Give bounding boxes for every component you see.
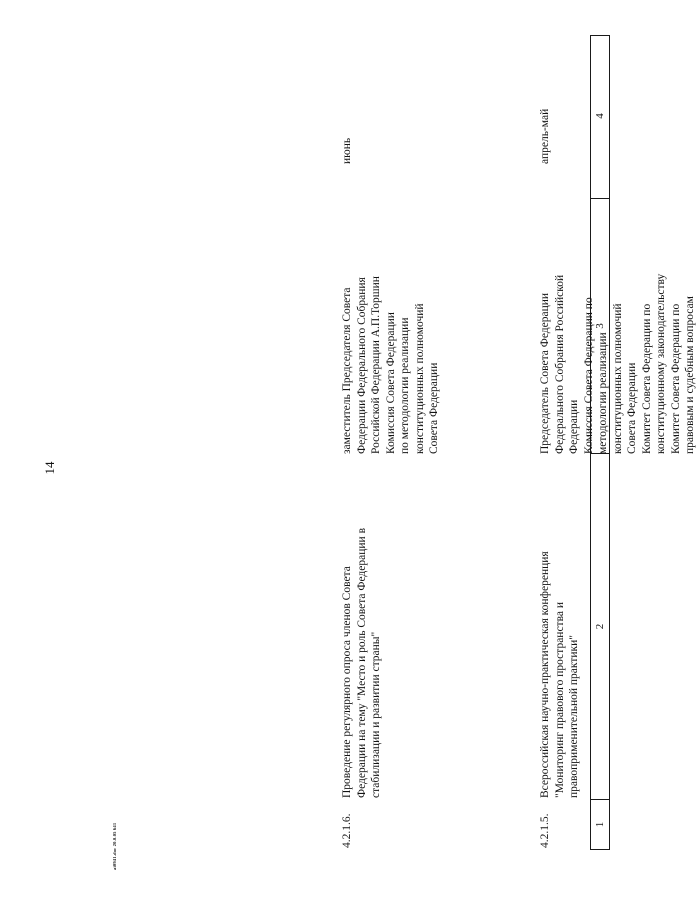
page-number: 14 bbox=[42, 461, 57, 475]
header-cell-1: 1 bbox=[591, 799, 609, 849]
header-cell-3: 3 bbox=[591, 198, 609, 453]
footer-code: ai0941.doc 20.0.05 641 bbox=[112, 822, 117, 870]
row-1-responsible: Председатель Совета Федерации Федерального Собрания Российской Федерации Комиссия Совета Федерации по методологии реализации конституционных полномочий Совета Федерации Комитет Совета Федерации по конституционному законодательству Комитет Совета Федерации по правовым и судебным вопросам bbox=[539, 273, 696, 454]
row-2-responsible: заместитель Председателя Совета Федерации Федерального Собрания Российской Федерации А.П.Торшин Комиссия Совета Федерации по методологии реализации конституционных полномочий Совета Федерации bbox=[341, 276, 440, 454]
header-cell-4: 4 bbox=[594, 113, 606, 119]
row-1-number: 4.2.1.5. bbox=[539, 813, 551, 848]
row-2-number: 4.2.1.6. bbox=[341, 813, 353, 848]
header-cell-2: 2 bbox=[591, 453, 609, 799]
row-1-event: Всероссийская научно-практическая конференция "Мониторинг правового пространства и правоприменительной практики" bbox=[539, 551, 580, 798]
row-2-term: июнь bbox=[341, 137, 353, 164]
row-1-term: апрель-май bbox=[539, 108, 551, 164]
row-2-event: Проведение регулярного опроса членов Совета Федерации на тему "Место и роль Совета Федерации в стабилизации и развитии страны" bbox=[341, 528, 382, 798]
